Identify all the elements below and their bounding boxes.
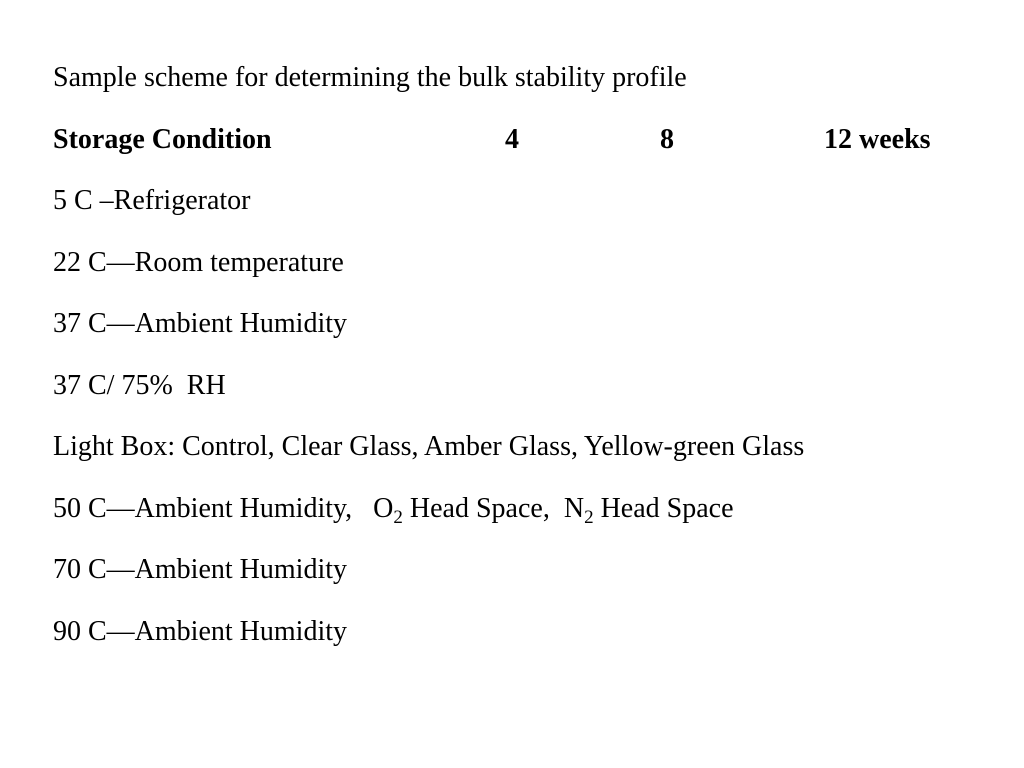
header-storage-condition: Storage Condition [53,124,272,155]
headspace-suffix: Head Space [593,493,734,524]
condition-row: 22 C—Room temperature [53,247,344,278]
o2-subscript: 2 [393,507,403,528]
headspace-prefix: 50 C—Ambient Humidity, O [53,493,394,524]
header-week-12: 12 weeks [824,124,931,155]
slide-title: Sample scheme for determining the bulk stability profile [53,62,687,93]
condition-row: 5 C –Refrigerator [53,185,251,216]
n2-subscript: 2 [584,507,594,528]
header-week-8: 8 [660,124,674,155]
condition-row-headspace [53,493,734,528]
condition-row: Light Box: Control, Clear Glass, Amber Glass, Yellow-green Glass [53,431,805,462]
header-week-4: 4 [505,124,519,155]
condition-row: 37 C/ 75% RH [53,370,226,401]
condition-row: 37 C—Ambient Humidity [53,308,347,339]
condition-row: 70 C—Ambient Humidity [53,554,347,585]
headspace-middle: Head Space, N [402,493,585,524]
condition-row: 90 C—Ambient Humidity [53,616,347,647]
